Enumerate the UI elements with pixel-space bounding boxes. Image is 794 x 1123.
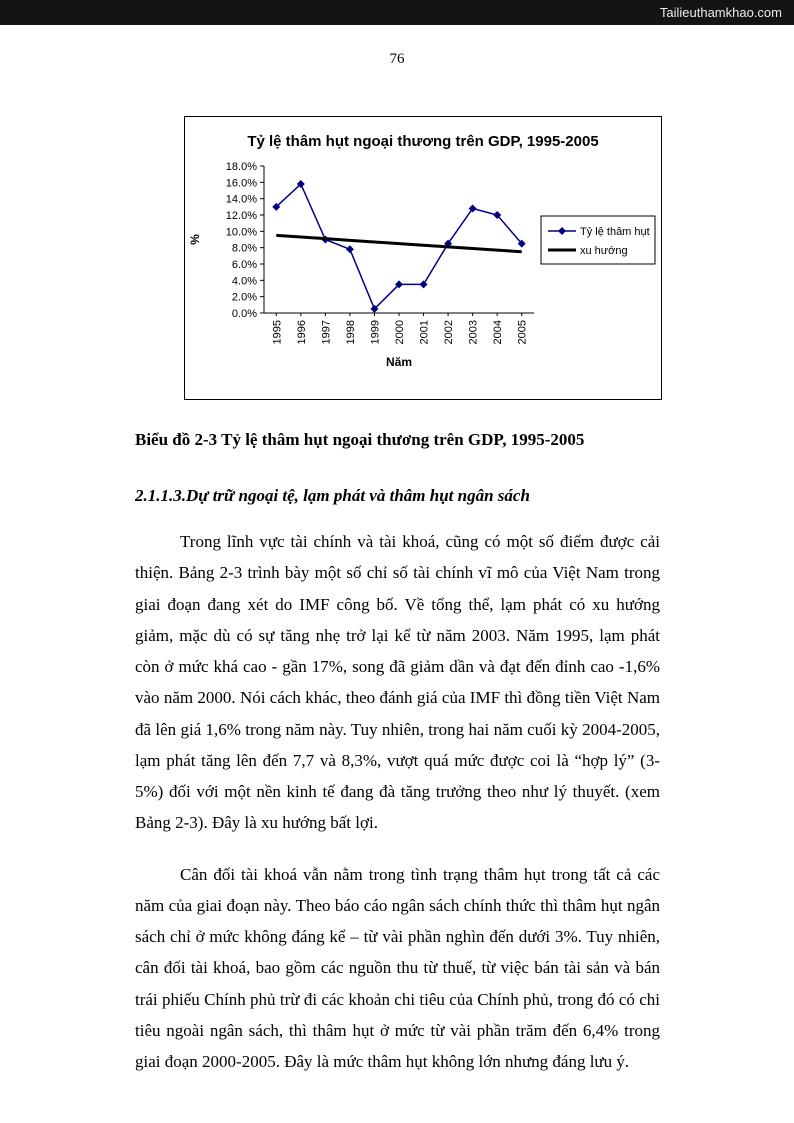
svg-text:8.0%: 8.0%	[231, 242, 257, 255]
svg-text:2000: 2000	[394, 320, 406, 345]
page-number: 76	[389, 51, 405, 67]
svg-text:16.0%: 16.0%	[225, 177, 257, 190]
svg-text:2002: 2002	[443, 320, 456, 345]
svg-text:6.0%: 6.0%	[231, 259, 257, 271]
svg-text:Năm: Năm	[385, 355, 413, 369]
svg-text:2005: 2005	[516, 320, 529, 345]
svg-text:14.0%: 14.0%	[225, 193, 257, 206]
svg-text:Tỷ lệ thâm hụt: Tỷ lệ thâm hụt	[580, 226, 650, 238]
paragraph-2: Cân đối tài khoá vẫn nằm trong tình trạng thâm hụt trong tất cả các năm của giai đoạn này. Theo báo cáo ngân sách chính thức thì thâm hụt ngân sách chỉ ở mức không đáng kể – từ vài phần nghìn đến dưới 3%. Tuy nhiên, cân đối tài khoá, bao gồm các nguồn thu từ thuế, từ việc bán tài sản và bán trái phiếu Chính phủ trừ đi các khoản chi tiêu của Chính phủ, trong đó có chi tiêu ngoài ngân sách, thì thâm hụt ở mức từ vài phần trăm đến 6,4% trong giai đoạn 2000-2005. Đây là mức thâm hụt không lớn nhưng đáng lưu ý.	[135, 864, 660, 1072]
svg-text:1999: 1999	[369, 320, 382, 345]
watermark-bar	[0, 0, 794, 25]
paragraph-1: Trong lĩnh vực tài chính và tài khoá, cũng có một số điểm được cải thiện. Bảng 2-3 trình bày một số chỉ số tài chính vĩ mô của Việt Nam trong giai đoạn đang xét do IMF công bố. Về tổng thể, lạm phát có xu hướng giảm, mặc dù có sự tăng nhẹ trở lại kể từ năm 2003. Năm 1995, lạm phát còn ở mức khá cao - gần 17%, song đã giảm dần và đạt đến đỉnh cao -1,6% vào năm 2000. Nói cách khác, theo đánh giá của IMF thì đồng tiền Việt Nam đã lên giá 1,6% trong năm này. Tuy nhiên, trong hai năm cuối kỳ 2004-2005, lạm phát tăng lên đến 7,7 và 8,3%, vượt quá mức được coi là “hợp lý” (3-5%) đối với một nền kinh tế đang đà tăng trưởng theo như lý thuyết. (xem Bảng 2-3). Đây là xu hướng bất lợi.	[135, 532, 660, 833]
chart-title: Tỷ lệ thâm hụt ngoại thương trên GDP, 1995-2005	[247, 133, 599, 150]
svg-text:1996: 1996	[295, 320, 308, 345]
watermark-link[interactable]: Tailieuthamkhao.com	[659, 5, 782, 20]
svg-text:1998: 1998	[344, 320, 357, 345]
chart-plot	[185, 154, 661, 386]
trade-deficit-chart	[184, 116, 662, 400]
svg-text:xu hướng: xu hướng	[580, 245, 628, 257]
svg-text:2004: 2004	[492, 320, 505, 345]
section-heading: 2.1.1.3.Dự trữ ngoại tệ, lạm phát và thâm hụt ngân sách	[135, 486, 530, 505]
svg-text:%: %	[188, 234, 202, 245]
svg-text:1997: 1997	[320, 320, 333, 345]
svg-text:10.0%: 10.0%	[225, 226, 257, 239]
svg-text:2001: 2001	[418, 320, 431, 345]
svg-text:18.0%: 18.0%	[225, 161, 257, 173]
svg-text:1995: 1995	[271, 320, 284, 345]
svg-text:2.0%: 2.0%	[231, 291, 257, 304]
svg-text:4.0%: 4.0%	[231, 275, 257, 288]
svg-text:2003: 2003	[467, 320, 480, 345]
svg-text:12.0%: 12.0%	[225, 210, 257, 222]
svg-text:0.0%: 0.0%	[231, 308, 257, 320]
figure-caption: Biểu đồ 2-3 Tỷ lệ thâm hụt ngoại thương trên GDP, 1995-2005	[135, 430, 585, 449]
